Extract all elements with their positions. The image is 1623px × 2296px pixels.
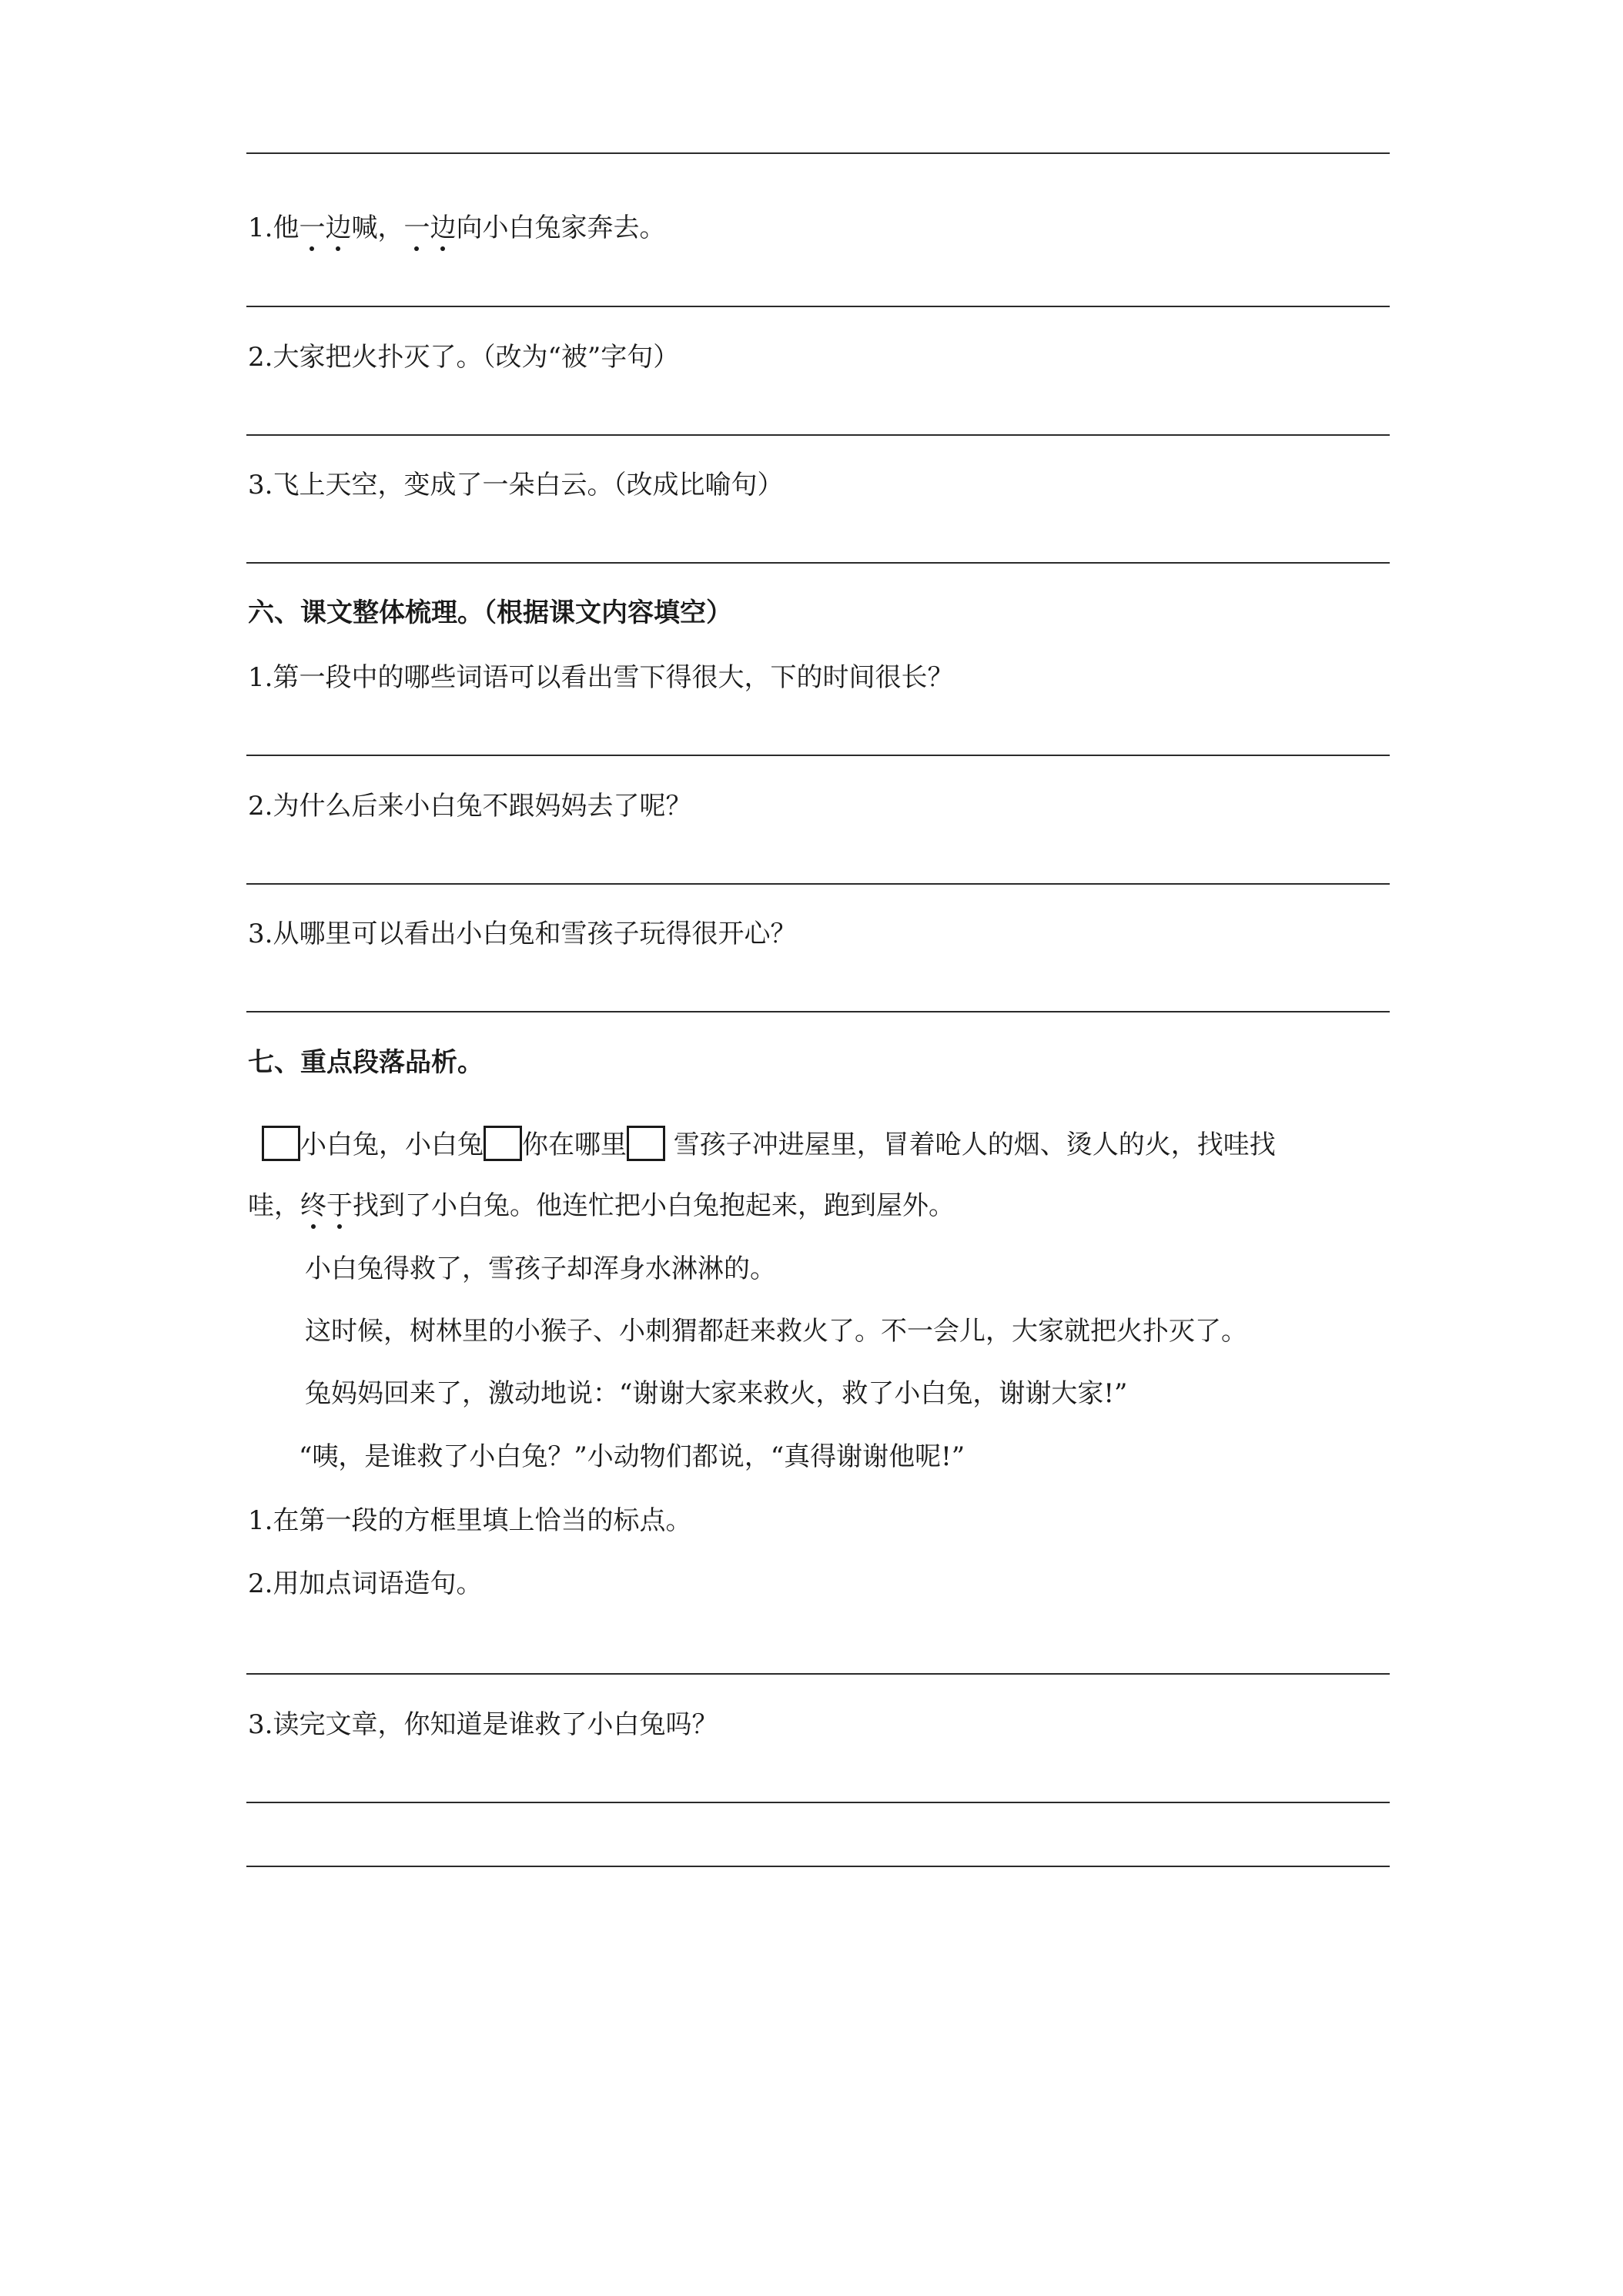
s6-question-3: 3.从哪里可以看出小白兔和雪孩子玩得很开心？ [248, 919, 797, 949]
passage-paragraph-3: 这时候，树林里的小猴子、小刺猬都赶来救火了。不一会儿，大家就把火扑灭了。 [305, 1316, 1247, 1347]
s7-question-2: 2.用加点词语造句。 [248, 1568, 483, 1599]
passage-text: 雪孩子冲进屋里，冒着呛人的烟、烫人的火，找哇找 [665, 1130, 1276, 1160]
s6-question-2: 2.为什么后来小白兔不跟妈妈去了呢？ [248, 791, 692, 822]
answer-line [246, 434, 1390, 436]
answer-line [246, 562, 1390, 564]
dotted-char: 一 [299, 213, 326, 243]
answer-line [246, 1802, 1390, 1803]
s5-q1-text-b: 喊， [351, 213, 404, 243]
s5-q1-text-a: 他 [273, 213, 300, 243]
answer-line [246, 306, 1390, 307]
passage-paragraph-4: 兔妈妈回来了，激动地说：“谢谢大家来救火，救了小白兔，谢谢大家!” [305, 1378, 1128, 1409]
punctuation-box[interactable] [627, 1126, 665, 1161]
passage-paragraph-1-line-1 [262, 1126, 1276, 1161]
s6-question-1: 1.第一段中的哪些词语可以看出雪下得很大，下的时间很长？ [248, 662, 954, 693]
s5-question-3: 3.飞上天空，变成了一朵白云。（改成比喻句） [248, 470, 784, 500]
s5-question-1 [248, 213, 665, 243]
s5-q1-num: 1. [248, 213, 273, 243]
passage-paragraph-1-line-2 [248, 1190, 955, 1221]
dotted-char: 一 [403, 213, 430, 243]
s7-question-3: 3.读完文章，你知道是谁救了小白兔吗？ [248, 1709, 718, 1740]
dotted-char: 边 [430, 213, 457, 243]
s5-question-2: 2.大家把火扑灭了。（改为“被”字句） [248, 342, 680, 373]
passage-text: 哇， [248, 1190, 300, 1221]
passage-paragraph-2: 小白兔得救了，雪孩子却浑身水淋淋的。 [305, 1253, 776, 1284]
passage-text: 你在哪里 [522, 1130, 627, 1160]
answer-line [246, 883, 1390, 885]
answer-line [246, 1673, 1390, 1675]
answer-line [246, 1011, 1390, 1012]
section-6-heading: 六、课文整体梳理。（根据课文内容填空） [248, 597, 732, 628]
s5-q1-text-c: 向小白兔家奔去。 [456, 213, 666, 243]
passage-paragraph-5: “咦，是谁救了小白兔？”小动物们都说，“真得谢谢他呢!” [299, 1441, 965, 1472]
answer-line [246, 755, 1390, 756]
dotted-char: 边 [325, 213, 352, 243]
dotted-char: 终 [300, 1190, 326, 1221]
section-7-heading: 七、重点段落品析。 [248, 1047, 484, 1078]
punctuation-box[interactable] [484, 1126, 522, 1161]
dotted-char: 于 [326, 1190, 353, 1221]
punctuation-box[interactable] [262, 1126, 300, 1161]
passage-text: 小白兔，小白兔 [300, 1130, 484, 1160]
answer-line [246, 1866, 1390, 1867]
answer-line [246, 152, 1390, 154]
passage-text: 找到了小白兔。他连忙把小白兔抱起来，跑到屋外。 [353, 1190, 955, 1221]
s7-question-1: 1.在第一段的方框里填上恰当的标点。 [248, 1505, 692, 1536]
